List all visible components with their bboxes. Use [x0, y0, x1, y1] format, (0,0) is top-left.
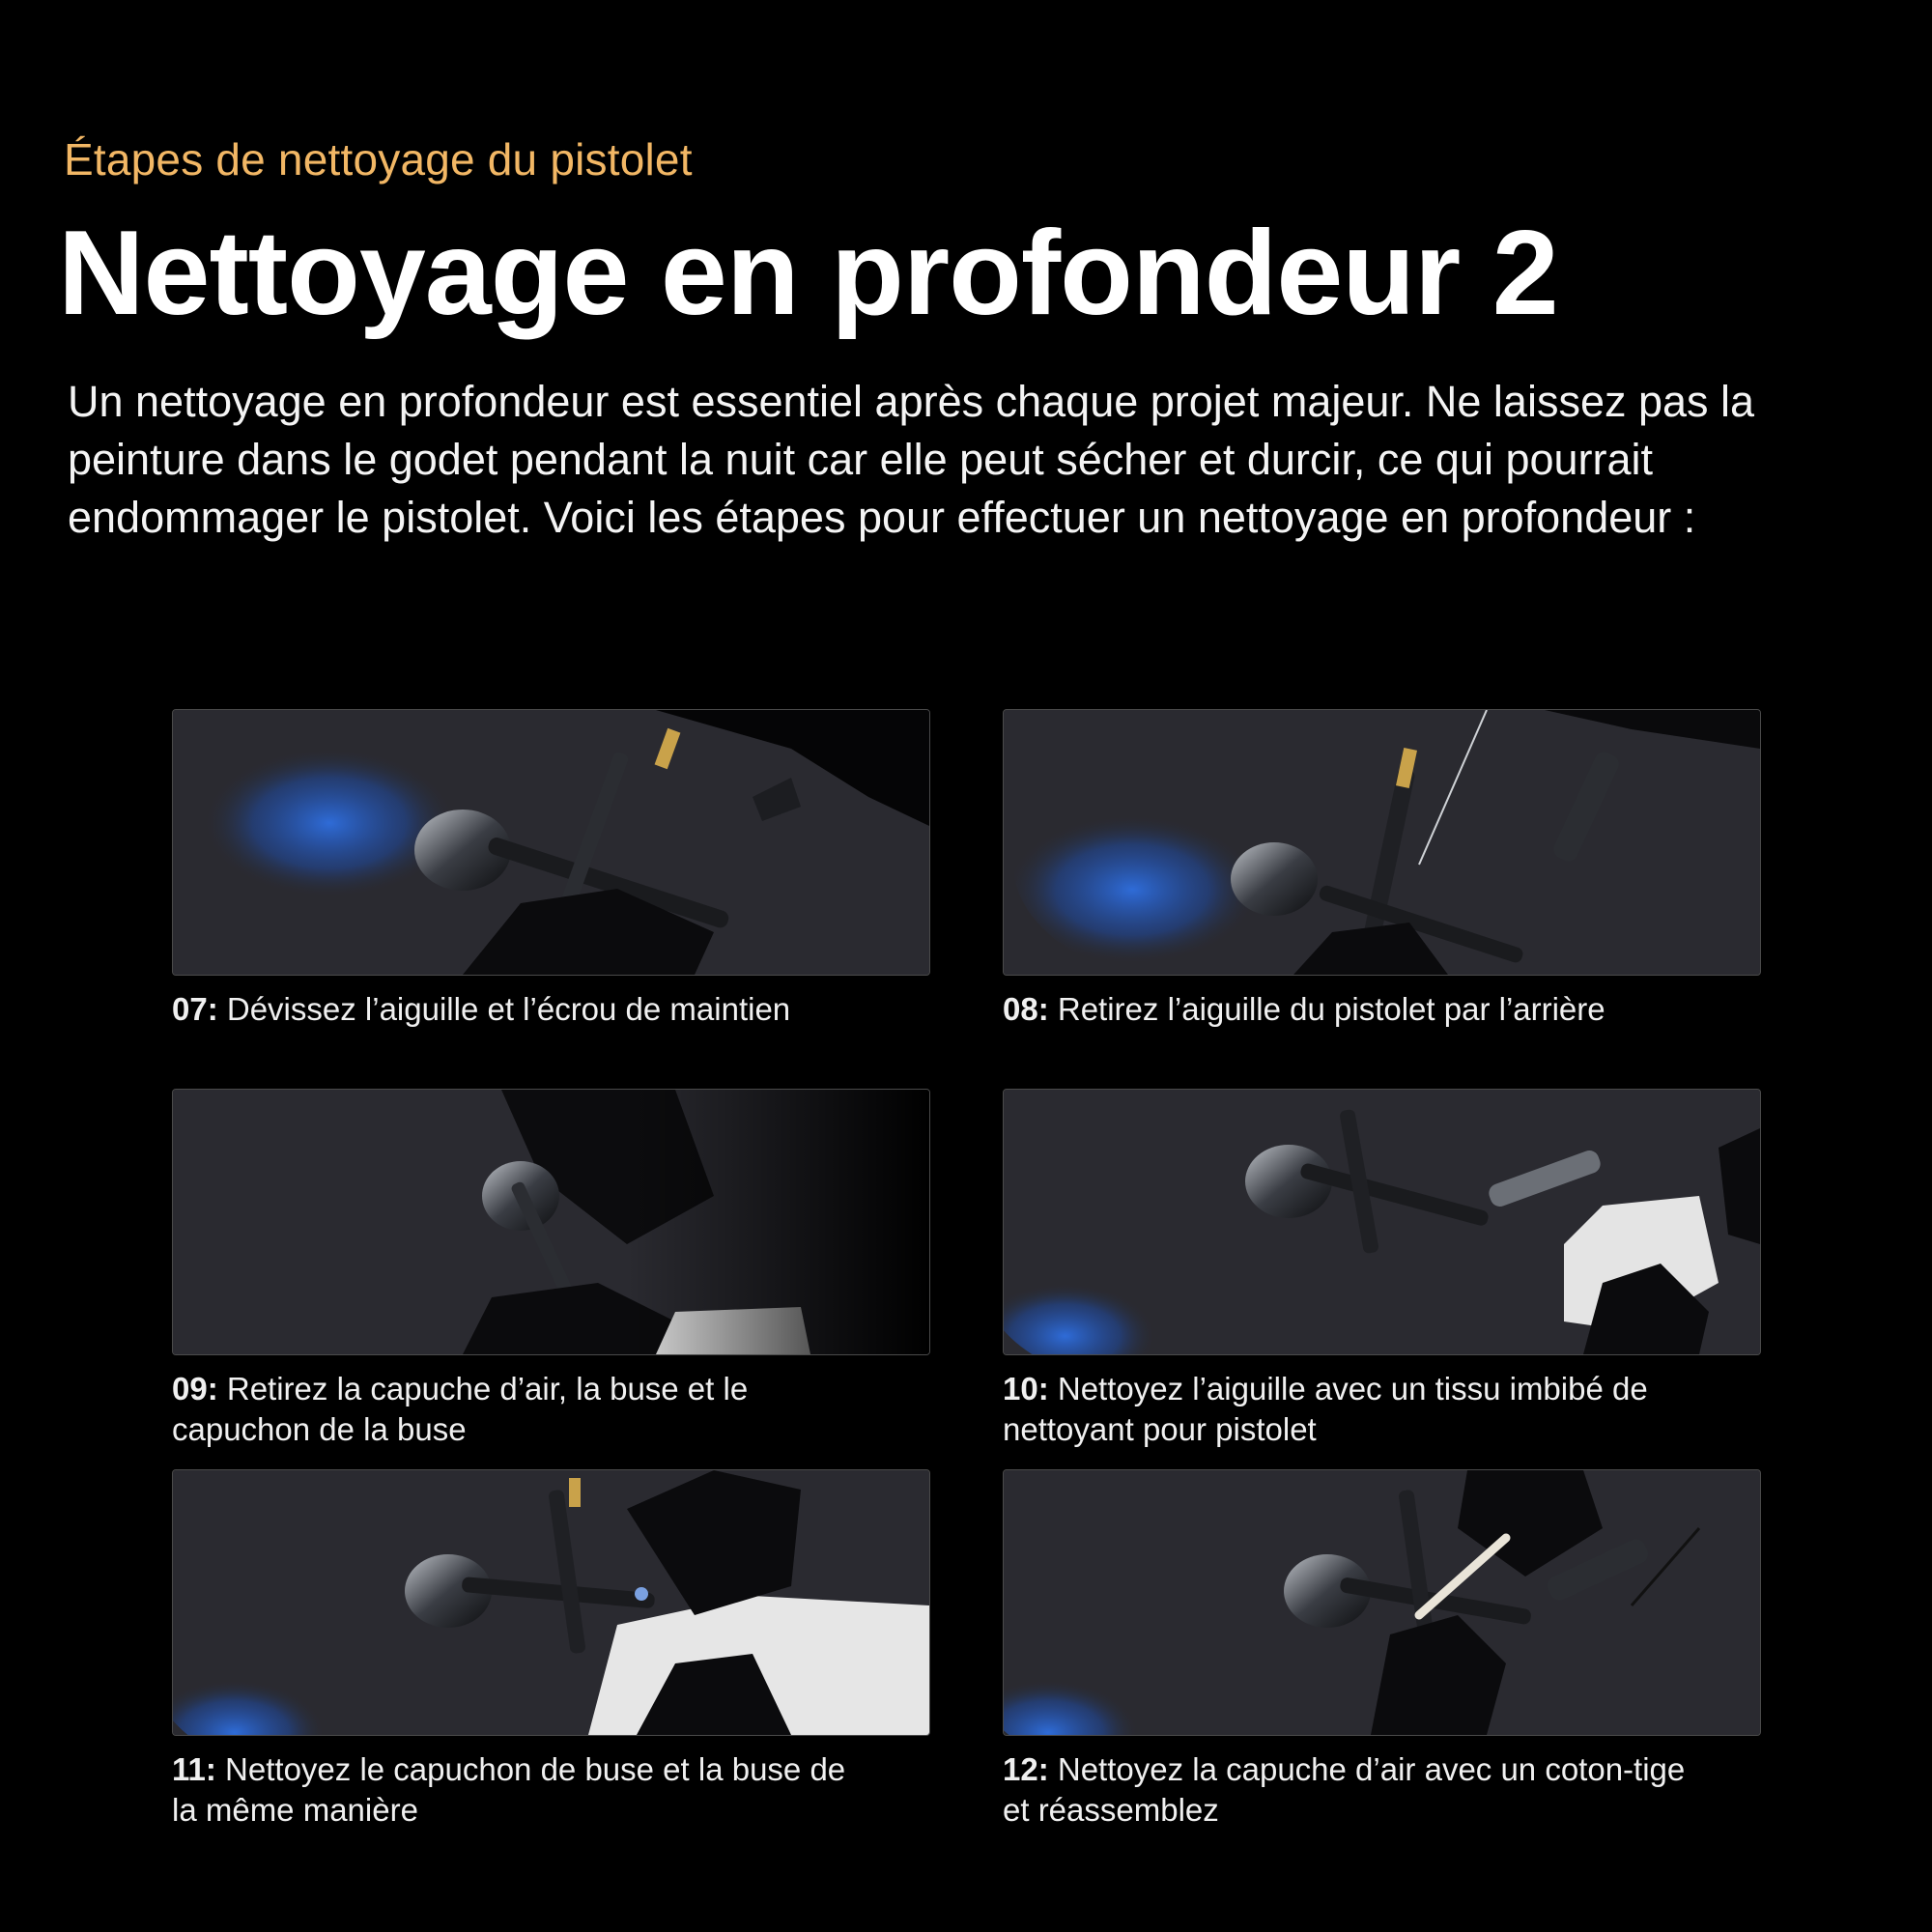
- step-text: Nettoyez le capuchon de buse et la buse de la même manière: [172, 1751, 846, 1828]
- step-caption-12: [1003, 1749, 1698, 1831]
- step-photo-07: [172, 709, 930, 976]
- page-title: Nettoyage en profondeur 2: [58, 207, 1558, 340]
- step-card-12: [1003, 1469, 1761, 1831]
- step-text: Nettoyez l’aiguille avec un tissu imbibé de nettoyant pour pistolet: [1003, 1371, 1648, 1447]
- step-number: 10:: [1003, 1371, 1049, 1406]
- step-text: Retirez la capuche d’air, la buse et le capuchon de la buse: [172, 1371, 749, 1447]
- step-number: 07:: [172, 991, 218, 1027]
- step-caption-09: [172, 1369, 867, 1450]
- step-caption-07: [172, 989, 867, 1030]
- step-text: Retirez l’aiguille du pistolet par l’arrière: [1057, 991, 1605, 1027]
- step-photo-11: [172, 1469, 930, 1736]
- step-card-09: [172, 1089, 930, 1450]
- step-number: 08:: [1003, 991, 1049, 1027]
- step-photo-08: [1003, 709, 1761, 976]
- step-card-07: [172, 709, 930, 1030]
- airbrush-illustration: [173, 1470, 929, 1735]
- step-card-11: [172, 1469, 930, 1831]
- step-photo-09: [172, 1089, 930, 1355]
- step-photo-10: [1003, 1089, 1761, 1355]
- step-photo-12: [1003, 1469, 1761, 1736]
- step-card-08: [1003, 709, 1761, 1030]
- step-caption-10: [1003, 1369, 1698, 1450]
- airbrush-illustration: [173, 710, 929, 975]
- airbrush-illustration: [1004, 1090, 1760, 1354]
- airbrush-illustration: [173, 1090, 929, 1354]
- step-text: Nettoyez la capuche d’air avec un coton-tige et réassemblez: [1003, 1751, 1686, 1828]
- intro-paragraph: Un nettoyage en profondeur est essentiel après chaque projet majeur. Ne laissez pas la peinture dans le godet pendant la nuit car elle peut sécher et durcir, ce qui pourrait endommager le pistolet. Voici les étapes pour effectuer un nettoyage en profondeur :: [68, 377, 1755, 542]
- step-number: 11:: [172, 1751, 216, 1787]
- step-number: 09:: [172, 1371, 218, 1406]
- step-caption-08: [1003, 989, 1698, 1030]
- section-eyebrow: Étapes de nettoyage du pistolet: [64, 134, 693, 185]
- airbrush-illustration: [1004, 710, 1760, 975]
- airbrush-illustration: [1004, 1470, 1760, 1735]
- step-card-10: [1003, 1089, 1761, 1450]
- step-caption-11: [172, 1749, 867, 1831]
- step-text: Dévissez l’aiguille et l’écrou de maintien: [226, 991, 791, 1027]
- step-number: 12:: [1003, 1751, 1049, 1787]
